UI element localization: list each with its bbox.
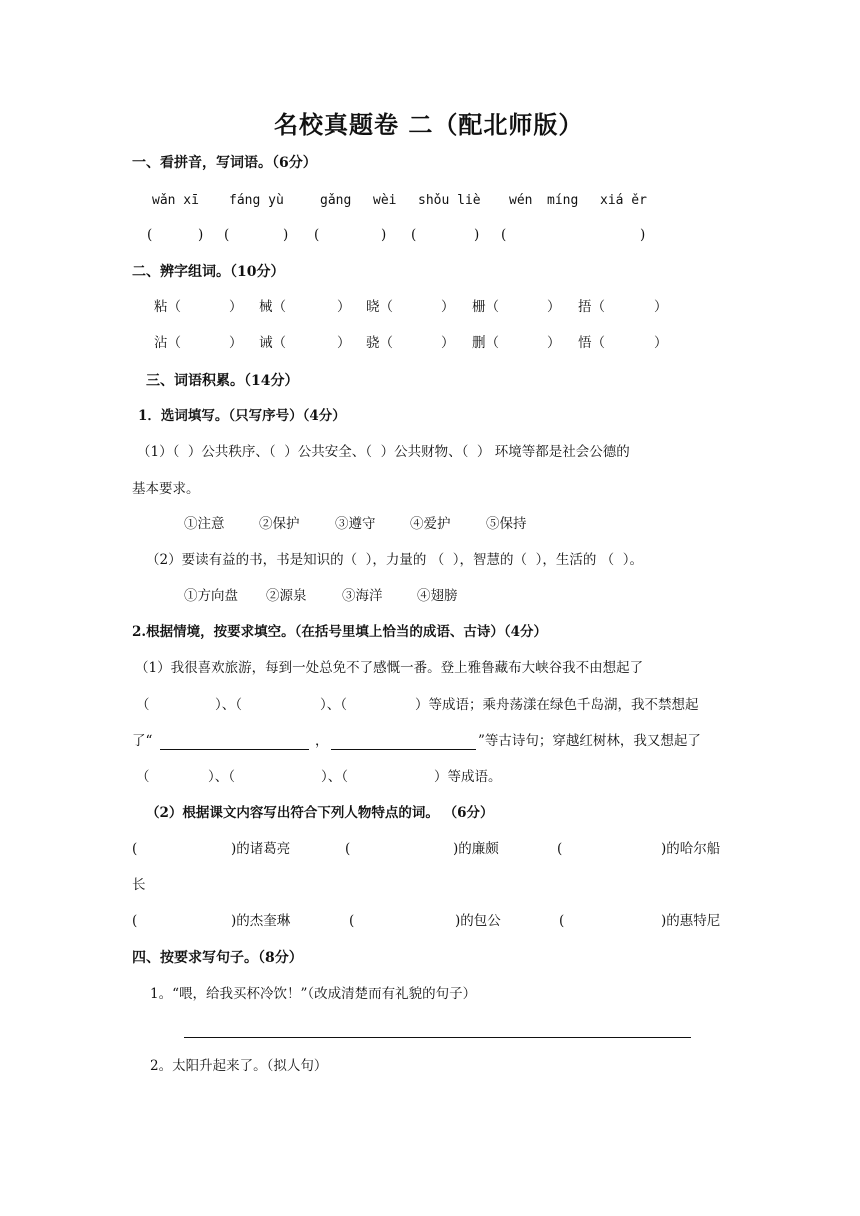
pinyin-3: gǎng <box>320 193 352 208</box>
char-blank-close: ） <box>337 299 351 315</box>
char-blank-close: ） <box>229 299 243 315</box>
poem-tail: ”等古诗句；穿越红树林，我又想起了 <box>478 733 701 749</box>
answer-bracket-close: ) <box>381 227 387 243</box>
char-blank: 骁（ <box>366 335 393 351</box>
idiom-blank: （ <box>136 769 150 785</box>
idiom-blank: ）、（ <box>321 769 348 785</box>
answer-bracket-close: ) <box>283 227 289 243</box>
q2-heading: 2.根据情境，按要求填空。（在括号里填上恰当的成语、古诗）（4分） <box>132 624 547 640</box>
option: ⑤保持 <box>486 516 527 532</box>
char-blank-close: ） <box>441 335 455 351</box>
pinyin-4: wèi <box>373 193 397 208</box>
q2-1-line1: （1）我很喜欢旅游，每到一处总免不了感慨一番。登上雅鲁藏布大峡谷我不由想起了 <box>135 660 644 676</box>
s4-q2: 2。太阳升起来了。（拟人句） <box>150 1058 328 1074</box>
char-blank-close: ） <box>654 335 668 351</box>
char-blank-close: ） <box>547 335 561 351</box>
idiom-tail: ）等成语；乘舟荡漾在绿色千岛湖，我不禁想起 <box>415 697 699 713</box>
page-title: 名校真题卷 二（配北师版） <box>274 110 584 139</box>
trait-label: )的廉颇 <box>453 841 499 857</box>
pinyin-2: fáng yù <box>229 193 284 208</box>
section3-heading: 三、词语积累。（14分） <box>146 373 299 389</box>
pinyin-5: shǒu liè <box>418 193 481 208</box>
section4-heading: 四、按要求写句子。（8分） <box>132 950 303 966</box>
trait-blank: ( <box>349 913 355 929</box>
char-blank-close: ） <box>337 335 351 351</box>
char-blank: 捂（ <box>578 299 605 315</box>
section1-heading: 一、看拼音，写词语。（6分） <box>132 155 317 171</box>
q1-2-line: （2）要读有益的书，书是知识的（ ），力量的 （ ），智慧的（ ），生活的 （ ）。 <box>146 552 644 568</box>
trait-label: )的杰奎琳 <box>231 913 291 929</box>
char-blank: 删（ <box>472 335 499 351</box>
pinyin-6: wén <box>509 193 533 208</box>
answer-bracket-open: ( <box>314 227 320 243</box>
trait-label: )的包公 <box>455 913 501 929</box>
poem-blank-line <box>160 749 309 750</box>
q1-1-line1: （1）（ ）公共秩序、（ ）公共安全、（ ）公共财物、（ ） 环境等都是社会公德的 <box>137 444 630 460</box>
char-blank: 悟（ <box>578 335 605 351</box>
trait-label: )的诸葛亮 <box>231 841 291 857</box>
char-blank-close: ） <box>229 335 243 351</box>
q1-heading: 1．选词填写。（只写序号）（4分） <box>138 408 346 424</box>
char-blank: 粘（ <box>154 299 181 315</box>
answer-bracket-open: ( <box>147 227 153 243</box>
trait-blank: ( <box>345 841 351 857</box>
poem-blank-line <box>331 749 476 750</box>
char-blank: 械（ <box>259 299 286 315</box>
char-blank: 诫（ <box>259 335 286 351</box>
trait-label: )的哈尔船 <box>661 841 721 857</box>
option: ①注意 <box>184 516 225 532</box>
trait-blank: ( <box>132 841 138 857</box>
option: ④翅膀 <box>417 588 458 604</box>
answer-bracket-close: ) <box>640 227 646 243</box>
trait-label: )的惠特尼 <box>661 913 721 929</box>
trait-blank: ( <box>559 913 565 929</box>
char-blank: 晓（ <box>366 299 393 315</box>
idiom-tail: ）等成语。 <box>434 769 502 785</box>
option: ②保护 <box>259 516 300 532</box>
char-blank-close: ） <box>441 299 455 315</box>
idiom-blank: （ <box>136 697 150 713</box>
char-blank: 沾（ <box>154 335 181 351</box>
idiom-blank: ）、（ <box>320 697 347 713</box>
char-blank-close: ） <box>547 299 561 315</box>
q2-2-heading: （2）根据课文内容写出符合下列人物特点的词。 （6分） <box>146 805 494 821</box>
char-blank-close: ） <box>654 299 668 315</box>
pinyin-1: wǎn xī <box>152 193 199 208</box>
option: ③遵守 <box>335 516 376 532</box>
pinyin-7: míng <box>547 193 579 208</box>
trait-wrap: 长 <box>132 877 146 893</box>
answer-bracket-open: ( <box>224 227 230 243</box>
option: ④爱护 <box>410 516 451 532</box>
answer-bracket-close: ) <box>474 227 480 243</box>
char-blank: 栅（ <box>472 299 499 315</box>
trait-blank: ( <box>557 841 563 857</box>
idiom-blank: ）、（ <box>215 697 242 713</box>
answer-bracket-open: ( <box>411 227 417 243</box>
poem-comma: ， <box>315 733 329 749</box>
option: ②源泉 <box>266 588 307 604</box>
poem-prefix: 了“ <box>132 733 153 749</box>
pinyin-8: xiá ěr <box>600 193 647 208</box>
option: ③海洋 <box>342 588 383 604</box>
q1-1-line2: 基本要求。 <box>132 481 200 497</box>
trait-blank: ( <box>132 913 138 929</box>
idiom-blank: ）、（ <box>208 769 235 785</box>
answer-line <box>184 1037 691 1038</box>
section2-heading: 二、辨字组词。（10分） <box>132 264 285 280</box>
option: ①方向盘 <box>184 588 238 604</box>
s4-q1: 1。“喂，给我买杯冷饮！”（改成清楚而有礼貌的句子） <box>150 986 477 1002</box>
answer-bracket-open: ( <box>501 227 507 243</box>
answer-bracket-close: ) <box>198 227 204 243</box>
